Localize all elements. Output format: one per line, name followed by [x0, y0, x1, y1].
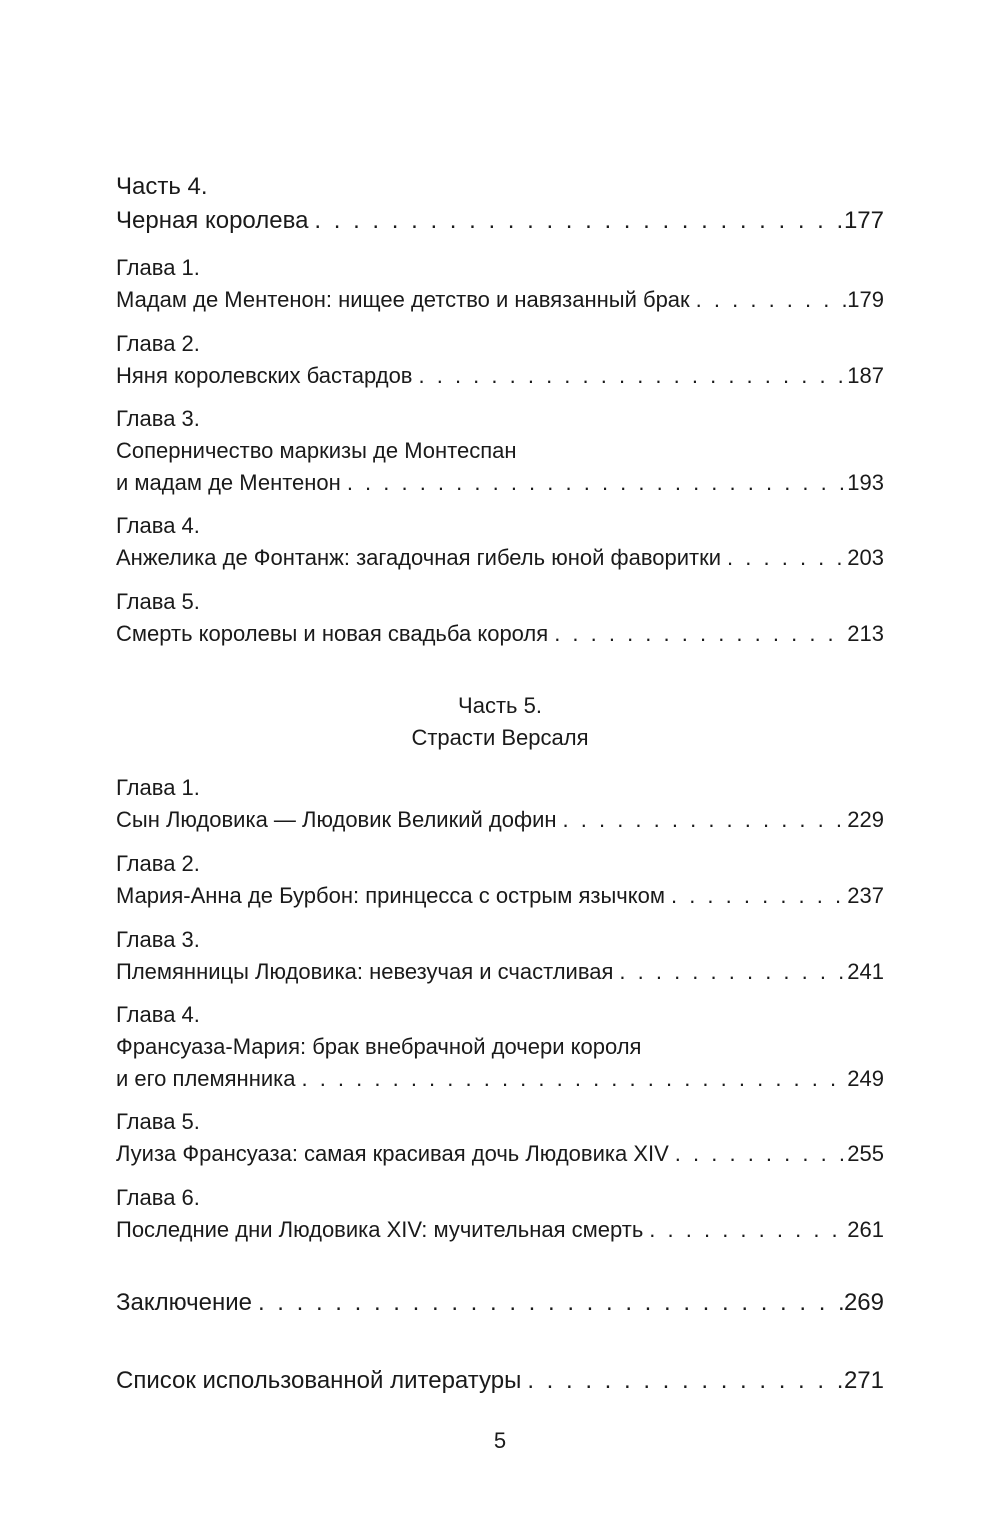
part-4-label: Часть 4.	[116, 173, 208, 200]
chapter-page: 249	[847, 1066, 884, 1091]
chapter-label: Глава 5.	[116, 1109, 200, 1134]
part-4-page: 177	[843, 207, 884, 234]
chapter-page: 261	[847, 1217, 884, 1242]
chapter-label: Глава 1.	[116, 775, 200, 800]
leader-dots	[548, 618, 847, 650]
chapter-title: Сын Людовика — Людовик Великий дофин	[116, 807, 557, 832]
chapter-label: Глава 4.	[116, 1002, 200, 1027]
leader-dots	[690, 284, 848, 316]
page-number: 5	[493, 1428, 507, 1453]
bibliography-title: Список использованной литературы	[116, 1367, 522, 1394]
toc-entry-part4-ch4[interactable]	[116, 510, 884, 574]
chapter-label: Глава 3.	[116, 927, 200, 952]
chapter-page: 237	[847, 883, 884, 908]
part-4-heading	[116, 170, 884, 238]
chapter-title: Последние дни Людовика XIV: мучительная смерть	[116, 1217, 644, 1242]
leader-dots	[557, 804, 848, 836]
toc-entry-part5-ch6[interactable]	[116, 1182, 884, 1246]
chapter-label: Глава 6.	[116, 1185, 200, 1210]
chapter-page: 229	[847, 807, 884, 832]
chapter-page: 255	[847, 1141, 884, 1166]
chapter-page: 203	[847, 545, 884, 570]
leader-dots	[521, 1364, 844, 1398]
leader-dots	[665, 880, 847, 912]
conclusion-page: 269	[843, 1289, 884, 1316]
chapter-label: Глава 2.	[116, 851, 200, 876]
toc-entry-bibliography[interactable]	[116, 1364, 884, 1398]
chapter-title: Луиза Франсуаза: самая красивая дочь Людовика XIV	[116, 1141, 669, 1166]
leader-dots	[252, 1286, 844, 1320]
chapter-title: Смерть королевы и новая свадьба короля	[116, 621, 549, 646]
toc-entry-part4-ch2[interactable]	[116, 328, 884, 392]
chapter-label: Глава 4.	[116, 513, 200, 538]
chapter-title: Няня королевских бастардов	[116, 363, 413, 388]
chapter-title: Мадам де Ментенон: нищее детство и навязанный брак	[116, 287, 690, 312]
toc-entry-part4-ch3[interactable]	[116, 403, 884, 499]
part-5-heading	[116, 690, 884, 754]
toc-entry-conclusion[interactable]	[116, 1286, 884, 1320]
toc-entry-part5-ch1[interactable]	[116, 772, 884, 836]
chapter-page: 187	[847, 363, 884, 388]
chapter-title-line: Соперничество маркизы де Монтеспан	[116, 438, 517, 463]
leader-dots	[643, 1214, 847, 1246]
chapter-title: и его племянника	[116, 1066, 296, 1091]
chapter-title: Племянницы Людовика: невезучая и счастливая	[116, 959, 614, 984]
chapter-title: и мадам де Ментенон	[116, 470, 341, 495]
chapter-label: Глава 3.	[116, 406, 200, 431]
leader-dots	[413, 360, 848, 392]
leader-dots	[669, 1138, 847, 1170]
toc-entry-part5-ch5[interactable]	[116, 1106, 884, 1170]
part-4-title: Черная королева	[116, 207, 309, 234]
toc-entry-part5-ch2[interactable]	[116, 848, 884, 912]
toc-entry-part4-ch1[interactable]	[116, 252, 884, 316]
chapter-title: Анжелика де Фонтанж: загадочная гибель юной фаворитки	[116, 545, 722, 570]
chapter-title-line: Франсуаза-Мария: брак внебрачной дочери короля	[116, 1034, 642, 1059]
leader-dots	[295, 1063, 847, 1095]
toc-entry-part5-ch4[interactable]	[116, 999, 884, 1095]
chapter-title: Мария-Анна де Бурбон: принцесса с острым язычком	[116, 883, 665, 908]
leader-dots	[341, 467, 847, 499]
part-5-title: Страсти Версаля	[411, 725, 589, 750]
chapter-label: Глава 2.	[116, 331, 200, 356]
conclusion-title: Заключение	[116, 1289, 252, 1316]
chapter-page: 193	[847, 470, 884, 495]
chapter-label: Глава 1.	[116, 255, 200, 280]
toc-entry-part5-ch3[interactable]	[116, 924, 884, 988]
chapter-page: 213	[847, 621, 884, 646]
chapter-label: Глава 5.	[116, 589, 200, 614]
leader-dots	[721, 542, 847, 574]
bibliography-page: 271	[843, 1367, 884, 1394]
leader-dots	[613, 956, 847, 988]
chapter-page: 241	[847, 959, 884, 984]
part-4-title-row[interactable]	[116, 204, 884, 238]
leader-dots	[308, 204, 844, 238]
part-5-label: Часть 5.	[458, 693, 542, 718]
toc-entry-part4-ch5[interactable]	[116, 586, 884, 650]
chapter-page: 179	[847, 287, 884, 312]
